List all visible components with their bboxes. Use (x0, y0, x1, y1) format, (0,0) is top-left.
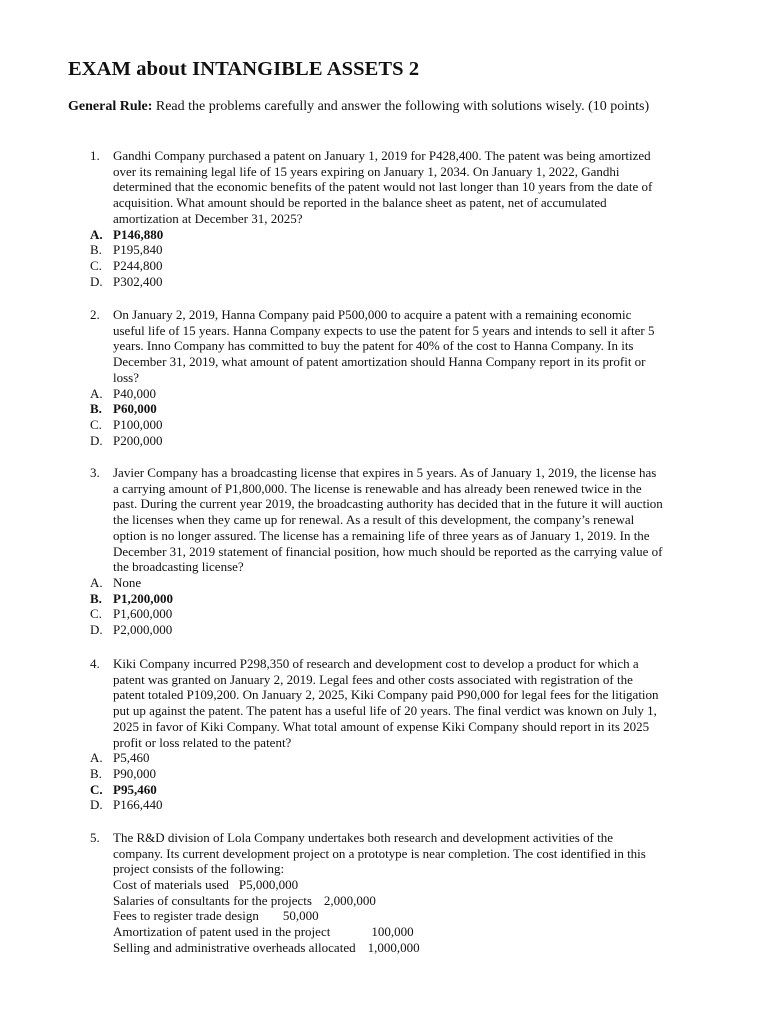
question-line: useful life of 15 years. Hanna Company expects to use the patent for 5 years and intends to sell it after 5 (113, 322, 655, 338)
question-5 (90, 830, 710, 956)
choice-d: D. P2,000,000 (90, 621, 173, 637)
question-line: patent totaled P109,200. On January 2, 2025, Kiki Company paid P90,000 for legal fees for the litigation (113, 687, 659, 703)
question-number: 3. (90, 465, 100, 480)
question-text (113, 656, 710, 750)
question-line: loss? (113, 369, 139, 385)
question-number: 1. (90, 148, 100, 163)
choice-c: C. P100,000 (90, 416, 163, 432)
answer-choices (90, 227, 710, 290)
question-line: past. During the current year 2019, the broadcasting authority has decided that in the future it will auction (113, 496, 663, 512)
choice-d: D. P200,000 (90, 432, 163, 448)
question-line: company. Its current development project on a prototype is near completion. The cost identified in this (113, 845, 646, 861)
cost-row: Salaries of consultants for the projects 2,000,000 (113, 892, 376, 908)
question-line: profit or loss related to the patent? (113, 734, 292, 750)
choice-b: B. P195,840 (90, 242, 163, 258)
question-number: 2. (90, 307, 100, 322)
question-line: a carrying amount of P1,800,000. The license is renewable and has already been renewed twice in the (113, 480, 642, 496)
question-number: 4. (90, 656, 100, 671)
cost-row: Fees to register trade design 50,000 (113, 908, 319, 924)
choice-c: C. P244,800 (90, 257, 163, 273)
question-line: put up against the patent. The patent has a useful life of 20 years. The final verdict was known on July 1, (113, 703, 657, 719)
question-line: option is no longer assured. The license has a remaining life of three years as of January 1, 2019. In the (113, 527, 650, 543)
choice-c: C. P95,460 (90, 781, 157, 797)
choice-a: A. P40,000 (90, 385, 156, 401)
question-line: years. Inno Company has committed to buy the patent for 40% of the cost to Hanna Company. In its (113, 338, 634, 354)
choice-c: C. P1,600,000 (90, 606, 173, 622)
choice-d: D. P302,400 (90, 273, 163, 289)
question-3 (90, 465, 710, 638)
question-text (113, 307, 710, 386)
choice-a: A. P5,460 (90, 750, 150, 766)
question-line: the licenses when they came up for renewal. As a result of this development, the company’s renewal (113, 512, 635, 528)
question-line: over its remaining legal life of 15 years expiring on January 1, 2034. On January 1, 2022, Gandhi (113, 163, 620, 179)
cost-row: Selling and administrative overheads allocated 1,000,000 (113, 939, 420, 955)
question-text (113, 830, 710, 877)
cost-list (113, 877, 710, 955)
choice-b: B. P90,000 (90, 765, 156, 781)
question-number: 5. (90, 830, 100, 845)
question-line: On January 2, 2019, Hanna Company paid P500,000 to acquire a patent with a remaining economic (113, 307, 632, 322)
cost-row: Cost of materials used P5,000,000 (113, 877, 299, 893)
question-line: Gandhi Company purchased a patent on January 1, 2019 for P428,400. The patent was being amortized (113, 148, 651, 163)
choice-a: A. None (90, 574, 142, 590)
question-line: the broadcasting license? (113, 559, 244, 575)
question-1 (90, 148, 710, 289)
page-title: EXAM about INTANGIBLE ASSETS 2 (68, 58, 420, 80)
question-line: December 31, 2019 statement of financial position, how much should be reported as the carrying value of (113, 543, 663, 559)
choice-b: B. P60,000 (90, 401, 157, 417)
question-line: project consists of the following: (113, 861, 285, 877)
question-4 (90, 656, 710, 813)
answer-choices (90, 750, 710, 813)
general-rule-text: Read the problems carefully and answer the following with solutions wisely. (10 points) (155, 99, 650, 114)
question-line: determined that the economic benefits of the patent would not last longer than 10 years from the date of (113, 179, 653, 195)
question-text (113, 465, 710, 575)
question-2 (90, 307, 710, 448)
question-line: 2025 in favor of Kiki Company. What total amount of expense Kiki Company should report in its 2025 (113, 718, 650, 734)
choice-b: B. P1,200,000 (90, 590, 173, 606)
question-line: December 31, 2019, what amount of patent amortization should Hanna Company report in its profit or (113, 354, 646, 370)
answer-choices (90, 575, 710, 638)
general-rule (68, 99, 649, 115)
answer-choices (90, 386, 710, 449)
choice-d: D. P166,440 (90, 797, 163, 813)
question-line: patent was granted on January 2, 2019. Legal fees and other costs associated with registration of the (113, 671, 633, 687)
general-rule-label: General Rule: (68, 99, 153, 114)
question-line: amortization at December 31, 2025? (113, 210, 303, 226)
question-line: acquisition. What amount should be reported in the balance sheet as patent, net of accumulated (113, 195, 607, 211)
cost-row: Amortization of patent used in the project 100,000 (113, 924, 414, 940)
question-line: Javier Company has a broadcasting license that expires in 5 years. As of January 1, 2019, the license has (113, 465, 657, 480)
question-line: The R&D division of Lola Company undertakes both research and development activities of the (113, 830, 614, 845)
question-text (113, 148, 710, 227)
choice-a: A. P146,880 (90, 226, 164, 242)
question-line: Kiki Company incurred P298,350 of research and development cost to develop a product for which a (113, 656, 639, 671)
